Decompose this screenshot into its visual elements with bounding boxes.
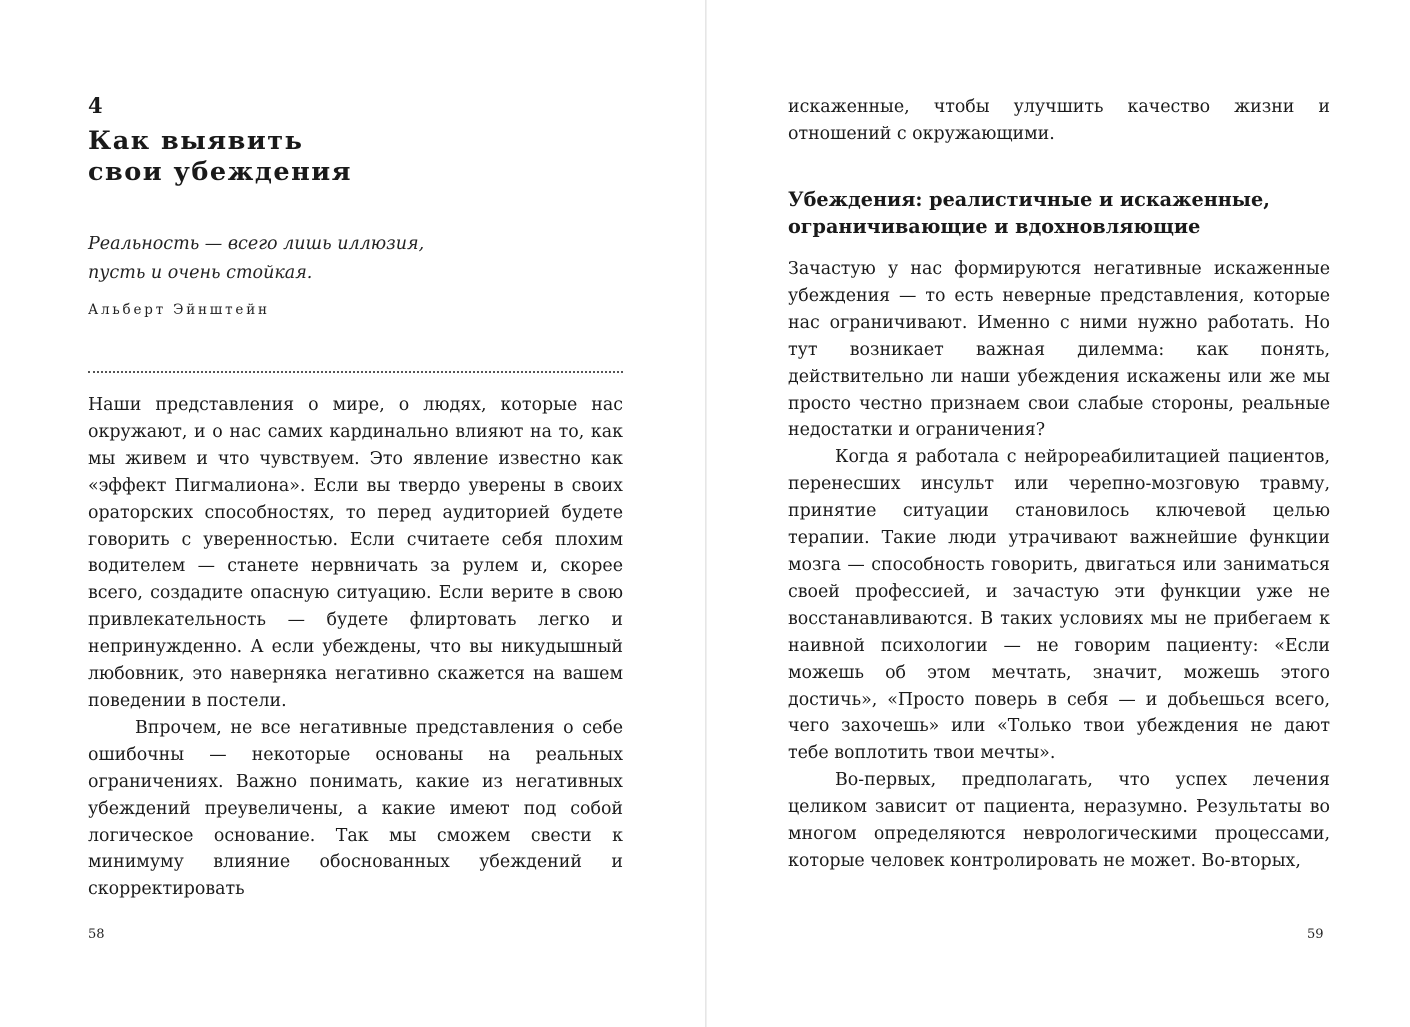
section-heading-line: ограничивающие и вдохновляющие xyxy=(788,215,1201,238)
chapter-title-line: Как выявить xyxy=(88,126,304,156)
body-paragraph: искаженные, чтобы улучшить качество жизни и отношений с окружающими. xyxy=(788,97,1330,144)
body-paragraph: Наши представления о мире, о людях, которые нас окружают, и о нас самих кардинально влияют на то, как мы живем и что чувствуем. Это явление известно как «эффект Пигмалиона». Если вы твердо уверены в своих ораторских способностях, то перед аудиторией будете говорить с уверенностью. Если считаете себя плохим водителем — станете нервничать за рулем и, скорее всего, создадите опасную ситуацию. Если верите в свою привлекательность — будете флиртовать легко и непринужденно. А если убеждены, что вы никудышный любовник, это наверняка негативно скажется на вашем поведении в постели. xyxy=(88,395,623,711)
epigraph-quote-line: Реальность — всего лишь иллюзия, xyxy=(88,234,425,254)
page-number: 58 xyxy=(88,927,105,942)
left-page-body xyxy=(88,392,623,903)
section-divider xyxy=(88,371,623,373)
epigraph-author: Альберт Эйнштейн xyxy=(88,302,270,318)
body-paragraph: Во-первых, предполагать, что успех лечения целиком зависит от пациента, неразумно. Результаты во многом определяются неврологическими процессами, которые человек контролировать не может. Во-вторых, xyxy=(788,770,1330,871)
body-paragraph: Впрочем, не все негативные представления о себе ошибочны — некоторые основаны на реальных ограничениях. Важно понимать, какие из негативных убеждений преувеличены, а какие имеют под собой логическое основание. Так мы сможем свести к минимуму влияние обоснованных убеждений и скорректировать xyxy=(88,717,623,900)
chapter-title xyxy=(88,126,648,188)
body-paragraph: Зачастую у нас формируются негативные искаженные убеждения — то есть неверные представления, которые нас ограничивают. Именно с ними нужно работать. Но тут возникает важная дилемма: как понять, действительно ли наши убеждения искажены или же мы просто честно признаем свои слабые стороны, реальные недостатки и ограничения? xyxy=(788,259,1330,441)
body-paragraph: Когда я работала с нейрореабилитацией пациентов, перенесших инсульт или черепно-мозговую травму, принятие ситуации становилось ключевой целью терапии. Такие люди утрачивают важнейшие функции мозга — способность говорить, двигаться или заниматься своей профессией, и зачастую эти функции уже не восстанавливаются. В таких условиях мы не прибегаем к наивной психологии — не говорим пациенту: «Если можешь об этом мечтать, значит, можешь этого достичь», «Просто поверь в себя — и добьешься всего, чего захочешь» или «Только твои убеждения не дают тебе воплотить твои мечты». xyxy=(788,447,1330,764)
continued-text xyxy=(788,94,1330,148)
epigraph-quote-line: пусть и очень стойкая. xyxy=(88,263,313,283)
epigraph xyxy=(88,230,648,320)
chapter-title-line: свои убеждения xyxy=(88,157,352,187)
section-heading xyxy=(788,186,1348,240)
chapter-number: 4 xyxy=(88,93,103,118)
page-number: 59 xyxy=(1307,927,1324,942)
right-page xyxy=(707,0,1410,1027)
section-heading-line: Убеждения: реалистичные и искаженные, xyxy=(788,188,1270,211)
right-page-body xyxy=(788,256,1330,875)
